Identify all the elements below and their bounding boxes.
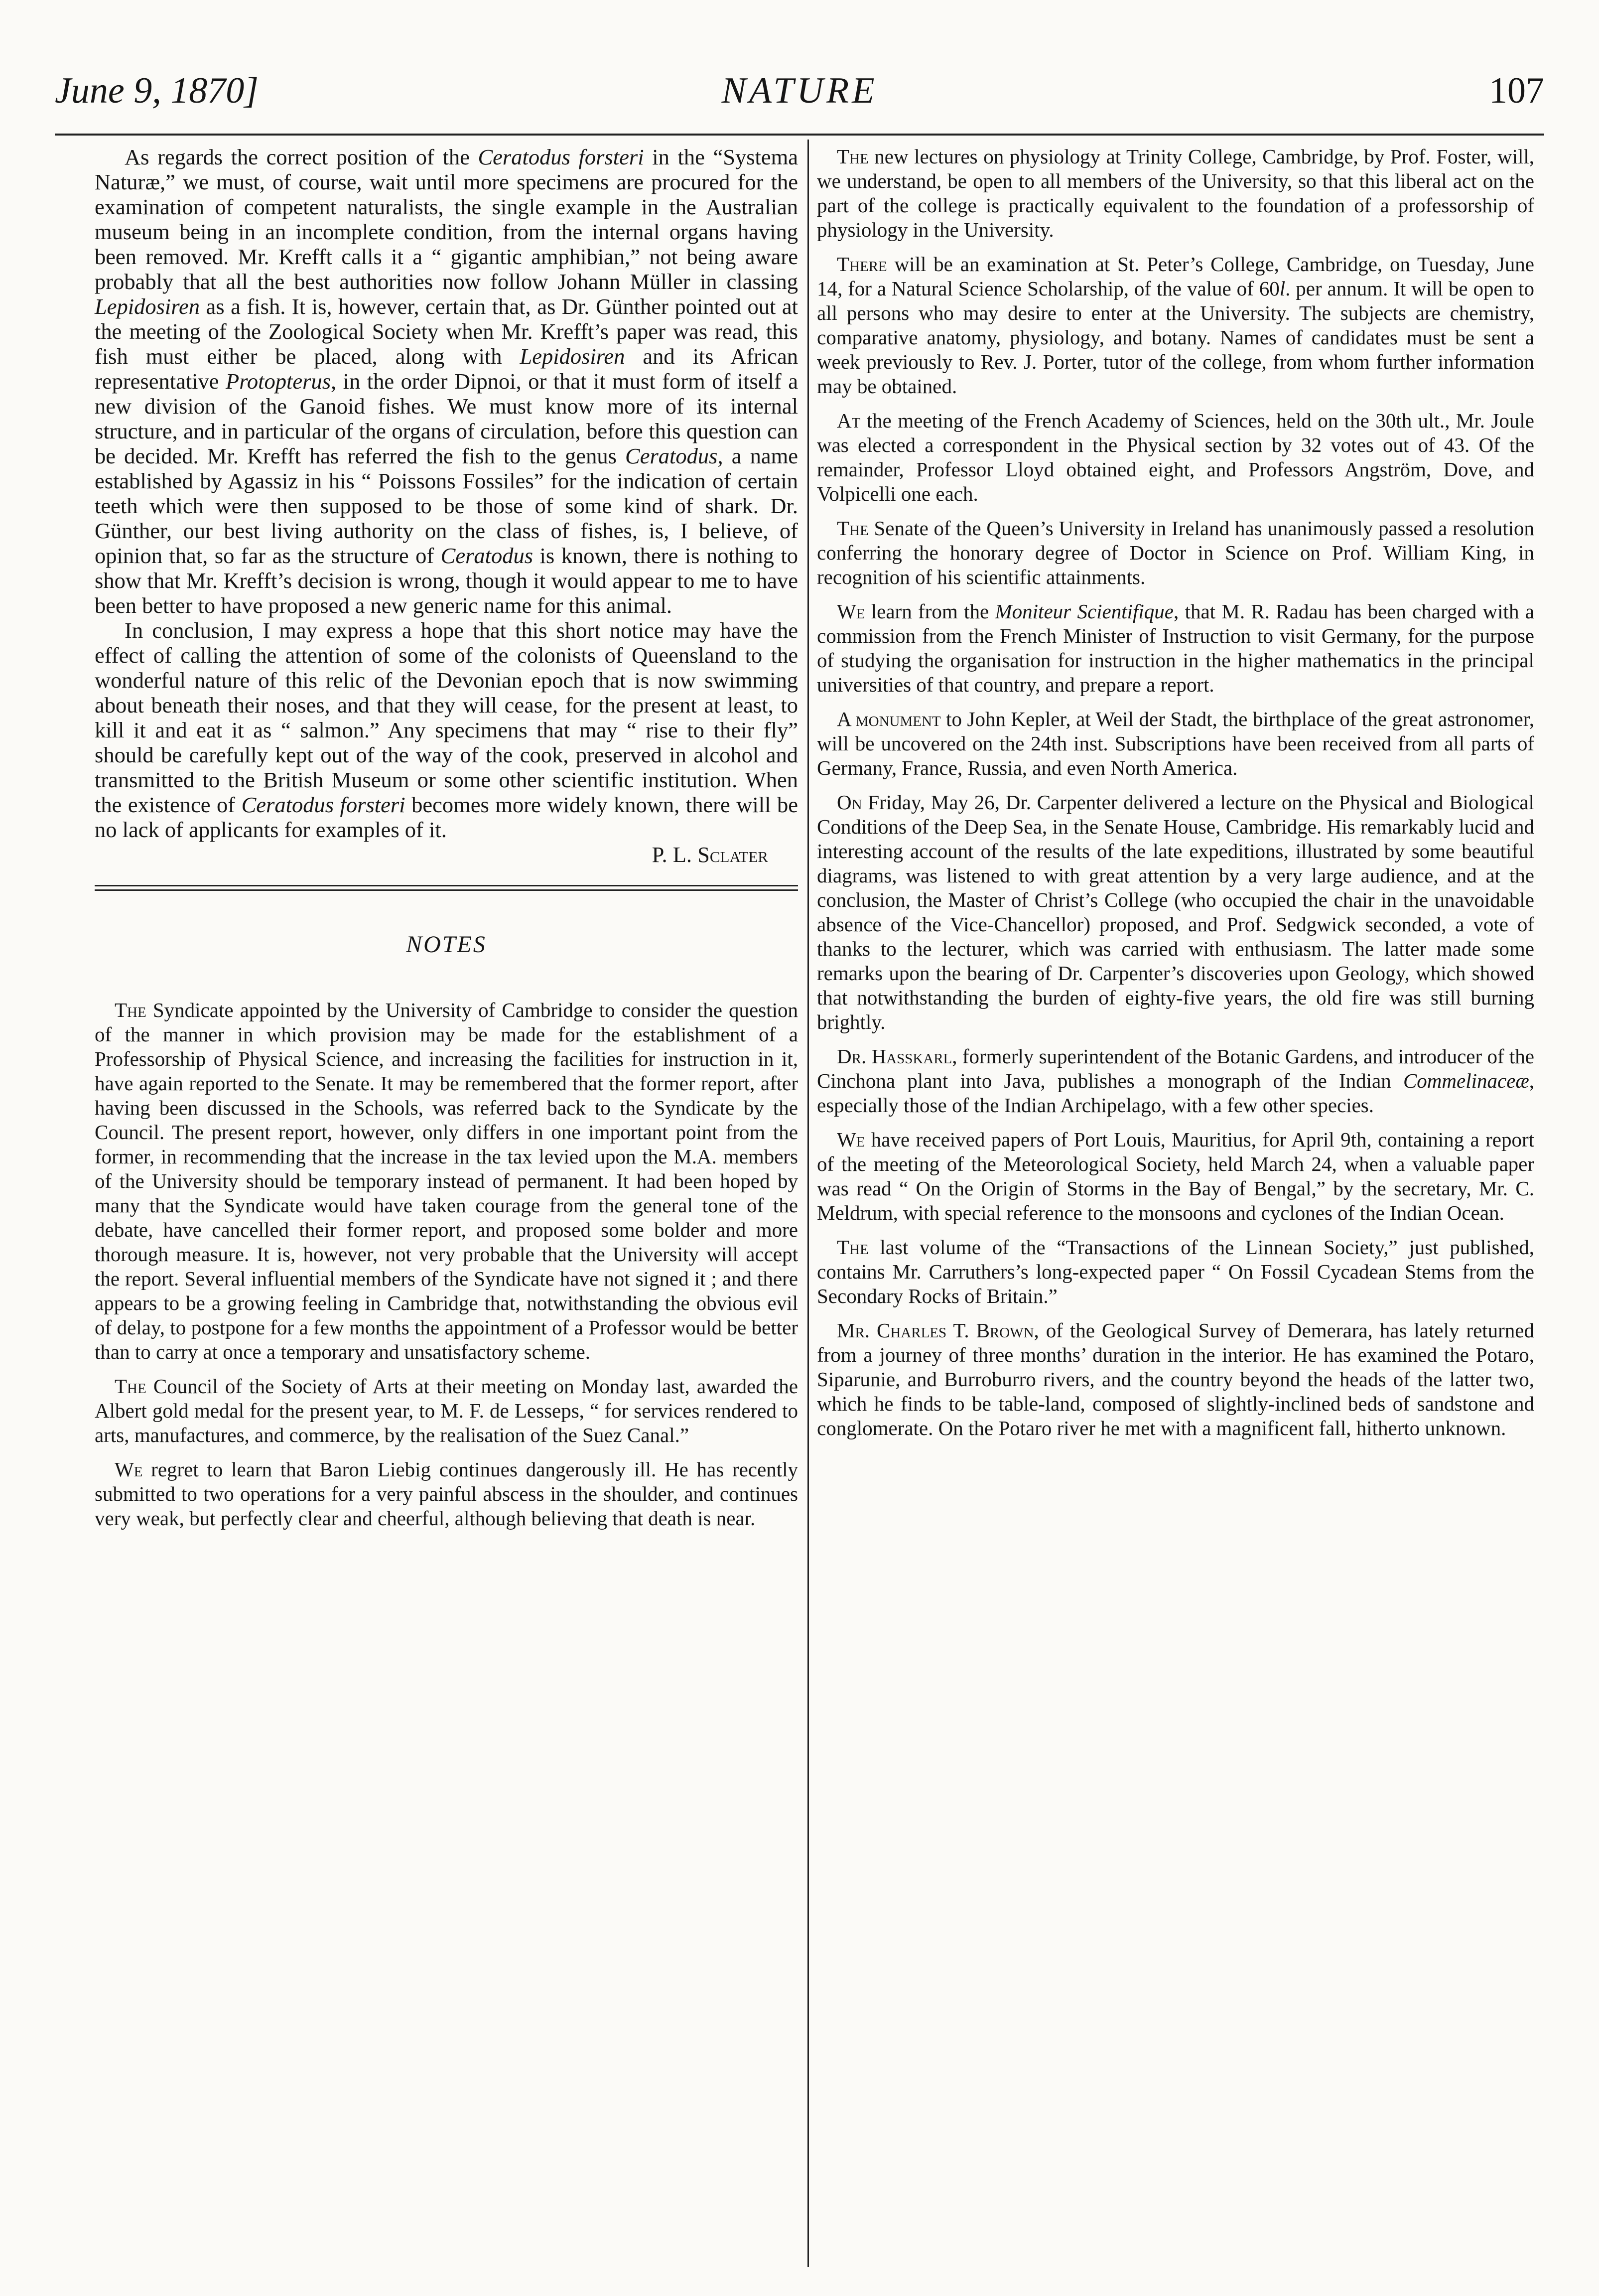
text-run: As regards the correct position of the	[125, 144, 478, 169]
italic-term: l	[1279, 277, 1286, 300]
italic-term: Ceratodus forsteri	[241, 792, 405, 817]
article-paragraph	[95, 618, 798, 842]
text-run: to John Kepler, at Weil der Stadt, the birthplace of the great astronomer, will be uncovered on the 24th inst. Subscriptions have been received from all parts of Germany, France, Russia, and even North America.	[817, 708, 1534, 779]
page-number: 107	[1489, 70, 1544, 111]
article-paragraph	[95, 144, 798, 618]
note-paragraph	[95, 1457, 798, 1531]
notes-left	[95, 998, 798, 1531]
notes-heading: NOTES	[406, 931, 487, 958]
italic-term: Ceratodus forsteri	[478, 144, 644, 169]
text-run: regret to learn that Baron Liebig continues dangerously ill. He has recently submitted to two operations for a very painful abscess in the shoulder, and continues very weak, but perfectly clear and cheerful, although believing that death is near.	[95, 1458, 798, 1530]
text-run: , that M. R. Radau has been charged with a commission from the French Minister of Instruction to visit Germany, for the purpose of studying the organisation for instruction in the higher mathematics in the principal universities of that country, and prepare a report.	[817, 600, 1534, 696]
text-run: , a name established by Agassiz in his “ Poissons Fossiles” for the indication of certain teeth which were then supposed to be those of some kind of shark. Dr. Günther, our best living authority on the class of fishes, is, I believe, of opinion that, so far as the structure of	[95, 443, 798, 568]
note-paragraph	[95, 1374, 798, 1447]
text-run: learn from the	[865, 600, 995, 623]
lead-words: We	[115, 1458, 143, 1481]
text-run: the meeting of the French Academy of Sciences, held on the 30th ult., Mr. Joule was elected a correspondent in the Physical section by 32 votes out of 43. Of the remainder, Professor Lloyd obtained eight, and Professors Angström, Dove, and Volpicelli one each.	[817, 409, 1534, 505]
text-run: , formerly superintendent of the Botanic Gardens, and introducer of the Cinchona plant into Java, publishes a monograph of the Indian	[817, 1045, 1534, 1092]
header-rule	[55, 134, 1544, 136]
text-run: . per annum. It will be open to all persons who may desire to enter at the University. The subjects are chemistry, comparative anatomy, physiology, and botany. Names of candidates must be sent a week previously to Rev. J. Porter, tutor of the college, from whom further information may be obtained.	[817, 277, 1534, 398]
note-paragraph	[817, 707, 1534, 780]
article-ceratodus	[95, 144, 798, 867]
lead-words: A monument	[837, 708, 941, 730]
section-rule	[95, 885, 798, 891]
lead-words: The	[115, 1375, 146, 1398]
lead-words: We	[837, 1128, 865, 1151]
note-paragraph	[817, 252, 1534, 399]
italic-term: Protopterus	[226, 369, 331, 394]
note-paragraph	[817, 409, 1534, 506]
right-column	[817, 144, 1534, 1450]
lead-words: The	[837, 1236, 869, 1259]
left-column	[95, 144, 798, 1541]
lead-words: The	[837, 145, 869, 168]
italic-term: Ceratodus	[625, 443, 718, 468]
italic-term: Lepidosiren	[520, 344, 625, 369]
text-run: will be an examination at St. Peter’s College, Cambridge, on Tuesday, June 14, for a Natural Science Scholarship, of the value of 60	[817, 253, 1534, 300]
note-paragraph	[817, 1128, 1534, 1225]
running-header	[55, 70, 1544, 130]
italic-term: Moniteur Scientifique	[995, 600, 1174, 623]
text-run: as a fish. It is, however, certain that, as Dr. Günther pointed out at the meeting of the Zoological Society when Mr. Krefft’s paper was read, this fish must either be placed, along with	[95, 294, 798, 369]
text-run: is known, there is nothing to show that Mr. Krefft’s decision is wrong, though it would appear to me to have been better to have proposed a new generic name for this animal.	[95, 543, 798, 618]
text-run: and its African representative	[95, 344, 798, 394]
note-paragraph	[817, 144, 1534, 242]
text-run: Syndicate appointed by the University of Cambridge to consider the question of the manner in which provision may be made for the establishment of a Professorship of Physical Science, and increasing the facilities for instruction in it, have again reported to the Senate. It may be remembered that the former report, after having been discussed in the Schools, was referred back to the Syndicate by the Council. The present report, however, only differs in one important point from the former, in recommending that the increase in the tax levied upon the M.A. members of the University should be temporary instead of permanent. It had been hoped by many that the Syndicate would have taken courage from the general tone of the debate, have cancelled their former report, and proposed some bolder and more thorough measure. It is, however, not very probable that the University will accept the report. Several influential members of the Syndicate have not signed it ; and there appears to be a growing feeling in Cambridge that, notwithstanding the obvious evil of delay, to postpone for a few months the appointment of a Professor would be better than to carry at once a temporary and unsatisfactory scheme.	[95, 999, 798, 1363]
issue-date: June 9, 1870]	[55, 70, 259, 111]
text-run: In conclusion, I may express a hope that this short notice may have the effect of calling the attention of some of the colonists of Queensland to the wonderful nature of this relic of the Devonian epoch that is now swimming about beneath their noses, and that they will cease, for the present at least, to kill it and eat it as “ salmon.” Any specimens that may “ rise to their fly” should be carefully kept out of the way of the cook, preserved in alcohol and transmitted to the British Museum or some other scientific institution. When the existence of	[95, 618, 798, 817]
lead-words: The	[115, 999, 146, 1021]
italic-term: Commelinaceæ	[1403, 1069, 1529, 1092]
note-paragraph	[817, 790, 1534, 1034]
lead-words: On	[837, 791, 862, 814]
text-run: Senate of the Queen’s University in Ireland has unanimously passed a resolution conferring the honorary degree of Doctor in Science on Prof. William King, in recognition of his scientific attainments.	[817, 517, 1534, 588]
note-paragraph	[817, 1235, 1534, 1308]
text-run: in the “Systema Naturæ,” we must, of course, wait until more specimens are procured for the examination of competent naturalists, the single example in the Australian museum being in an incomplete condition, from the internal organs having been removed. Mr. Krefft calls it a “ gigantic amphibian,” not being aware probably that all the best authorities now follow Johann Müller in classing	[95, 144, 799, 294]
column-divider	[807, 140, 809, 2267]
note-paragraph	[95, 998, 798, 1364]
lead-words: The	[837, 517, 869, 540]
note-paragraph	[817, 599, 1534, 697]
note-paragraph	[817, 516, 1534, 589]
note-paragraph	[817, 1044, 1534, 1118]
lead-words: There	[837, 253, 887, 276]
lead-words: At	[837, 409, 861, 432]
note-paragraph	[817, 1318, 1534, 1440]
text-run: have received papers of Port Louis, Mauritius, for April 9th, containing a report of the meeting of the Meteorological Society, held March 24, when a valuable paper was read “ On the Origin of Storms in the Bay of Bengal,” by the secretary, Mr. C. Meldrum, with special reference to the monsoons and cyclones of the Indian Ocean.	[817, 1128, 1534, 1224]
text-run: new lectures on physiology at Trinity College, Cambridge, by Prof. Foster, will, we understand, be open to all members of the University, so that this liberal act on the part of the college is practically equivalent to the foundation of a professorship of physiology in the University.	[817, 145, 1534, 241]
lead-words: Mr. Charles T. Brown	[837, 1319, 1034, 1342]
text-run: Friday, May 26, Dr. Carpenter delivered a lecture on the Physical and Biological Conditions of the Deep Sea, in the Senate House, Cambridge. His remarkably lucid and interesting account of the results of the late expeditions, illustrated by some beautiful diagrams, was listened to with great attention by a very large audience, and at the conclusion, the Master of Christ’s College (who occupied the chair in the unavoidable absence of the Vice-Chancellor) proposed, and Prof. Sedgwick seconded, a vote of thanks to the lecturer, which was carried with enthusiasm. The latter made some remarks upon the bearing of Dr. Carpenter’s discoveries upon Geology, which showed that notwithstanding the burden of eighty-five years, the old fire was still burning brightly.	[817, 791, 1534, 1033]
text-run: Council of the Society of Arts at their meeting on Monday last, awarded the Albert gold medal for the present year, to M. F. de Lesseps, “ for services rendered to arts, manufactures, and commerce, by the realisation of the Suez Canal.”	[95, 1375, 798, 1446]
lead-words: We	[837, 600, 865, 623]
article-signature: P. L. Sclater	[652, 842, 768, 867]
text-run: becomes more widely known, there will be no lack of applicants for examples of it.	[95, 792, 798, 842]
italic-term: Lepidosiren	[95, 294, 200, 319]
text-run: , especially those of the Indian Archipelago, with a few other species.	[817, 1069, 1534, 1117]
italic-term: Ceratodus	[440, 543, 533, 568]
text-run: , of the Geological Survey of Demerara, has lately returned from a journey of three months’ duration in the interior. He has examined the Potaro, Siparunie, and Burroburro rivers, and the country beyond the heads of the latter two, which he finds to be table-land, composed of slightly-inclined beds of sandstone and conglomerate. On the Potaro river he met with a magnificent fall, hitherto unknown.	[817, 1319, 1535, 1439]
text-run: last volume of the “Transactions of the Linnean Society,” just published, contains Mr. Carruthers’s long-expected paper “ On Fossil Cycadean Stems from the Secondary Rocks of Britain.”	[817, 1236, 1534, 1307]
text-run: , in the order Dipnoi, or that it must form of itself a new division of the Ganoid fishes. We must know more of its internal structure, and in particular of the organs of circulation, before this question can be decided. Mr. Krefft has referred the fish to the genus	[95, 369, 798, 468]
journal-title: NATURE	[721, 70, 878, 111]
lead-words: Dr. Hasskarl	[837, 1045, 952, 1068]
